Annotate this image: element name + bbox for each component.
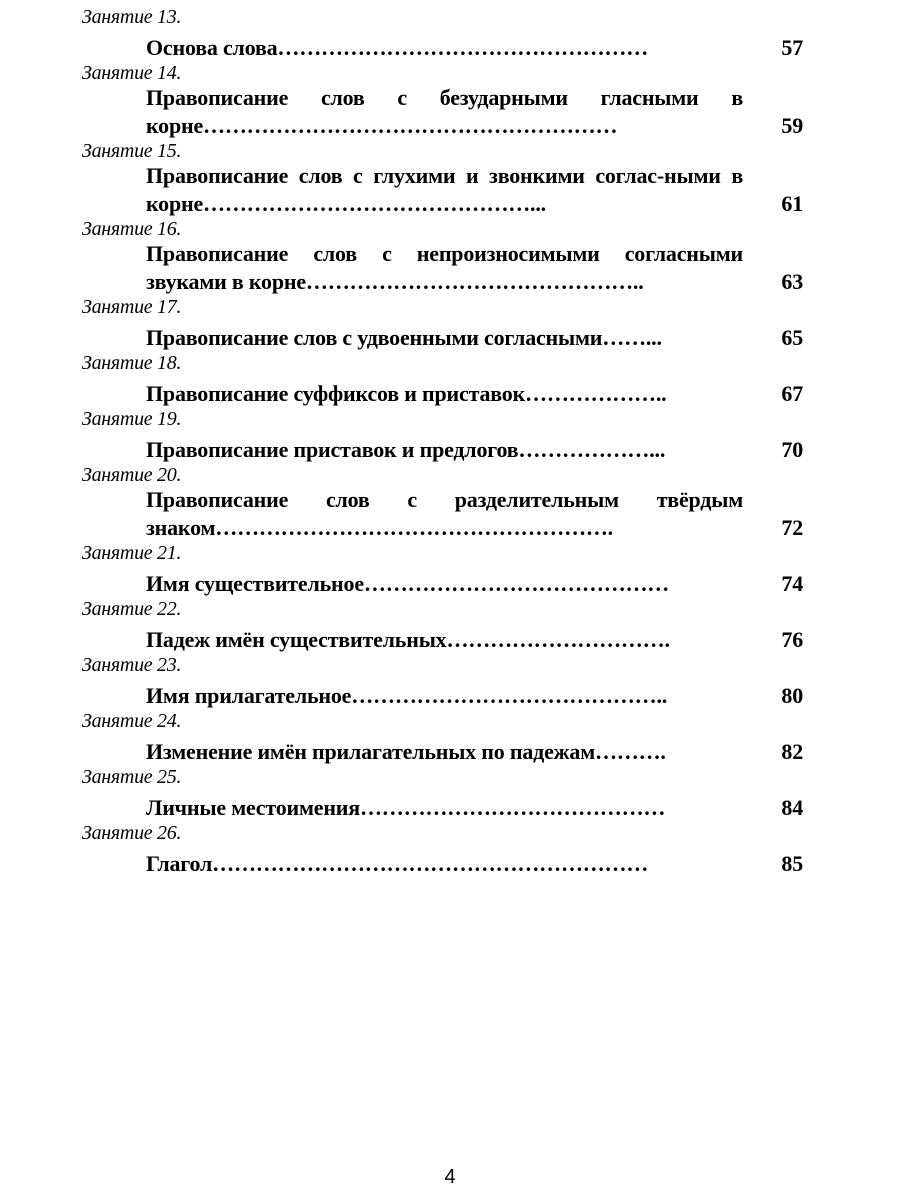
toc-entry-19 bbox=[82, 408, 822, 464]
toc-entry-14 bbox=[82, 62, 822, 140]
entry-page: 80 bbox=[781, 683, 803, 708]
toc-entry-13 bbox=[82, 6, 822, 62]
lesson-label: Занятие 14. bbox=[82, 62, 182, 84]
entry-page: 59 bbox=[781, 113, 803, 138]
entry-page: 70 bbox=[781, 437, 803, 462]
entry-page: 61 bbox=[781, 191, 803, 216]
lesson-label: Занятие 15. bbox=[82, 140, 182, 162]
table-of-contents bbox=[82, 6, 822, 878]
toc-entry-23 bbox=[82, 654, 822, 710]
lesson-label: Занятие 13. bbox=[82, 6, 182, 28]
lesson-label: Занятие 26. bbox=[82, 822, 182, 844]
page-number: 4 bbox=[444, 1166, 456, 1188]
entry-title: Правописание слов с безударными гласными в корне………………………………………………… bbox=[146, 85, 743, 138]
entry-title: Падеж имён существительных…………………………. bbox=[146, 627, 670, 652]
entry-page: 76 bbox=[781, 627, 803, 652]
lesson-label: Занятие 17. bbox=[82, 296, 182, 318]
entry-title: Правописание слов с разделительным твёрдым знаком………………………………………………. bbox=[146, 487, 743, 540]
toc-entry-16 bbox=[82, 218, 822, 296]
entry-title: Глагол…………………………………………………… bbox=[146, 851, 649, 876]
entry-page: 67 bbox=[781, 381, 803, 406]
entry-title: Правописание приставок и предлогов………………... bbox=[146, 437, 666, 462]
toc-entry-25 bbox=[82, 766, 822, 822]
lesson-label: Занятие 25. bbox=[82, 766, 182, 788]
toc-entry-24 bbox=[82, 710, 822, 766]
toc-entry-21 bbox=[82, 542, 822, 598]
entry-title: Правописание слов с глухими и звонкими соглас-ными в корне………………………………………... bbox=[146, 163, 743, 216]
lesson-label: Занятие 20. bbox=[82, 464, 182, 486]
entry-title: Имя прилагательное…………………………………….. bbox=[146, 683, 668, 708]
entry-page: 74 bbox=[781, 571, 803, 596]
entry-page: 72 bbox=[781, 515, 803, 540]
lesson-label: Занятие 18. bbox=[82, 352, 182, 374]
toc-entry-26 bbox=[82, 822, 822, 878]
toc-entry-15 bbox=[82, 140, 822, 218]
entry-page: 85 bbox=[781, 851, 803, 876]
lesson-label: Занятие 21. bbox=[82, 542, 182, 564]
toc-entry-17 bbox=[82, 296, 822, 352]
entry-page: 63 bbox=[781, 269, 803, 294]
entry-title: Правописание слов с удвоенными согласными……... bbox=[146, 325, 662, 350]
lesson-label: Занятие 22. bbox=[82, 598, 182, 620]
entry-title: Основа слова…………………………………………… bbox=[146, 35, 649, 60]
lesson-label: Занятие 16. bbox=[82, 218, 182, 240]
entry-page: 65 bbox=[781, 325, 803, 350]
toc-entry-20 bbox=[82, 464, 822, 542]
entry-page: 84 bbox=[781, 795, 803, 820]
entry-title: Личные местоимения…………………………………… bbox=[146, 795, 666, 820]
lesson-label: Занятие 23. bbox=[82, 654, 182, 676]
lesson-label: Занятие 24. bbox=[82, 710, 182, 732]
entry-title: Изменение имён прилагательных по падежам………. bbox=[146, 739, 666, 764]
entry-title: Имя существительное…………………………………… bbox=[146, 571, 670, 596]
lesson-label: Занятие 19. bbox=[82, 408, 182, 430]
entry-title: Правописание слов с непроизносимыми согласными звуками в корне……………………………………….. bbox=[146, 241, 743, 294]
toc-entry-18 bbox=[82, 352, 822, 408]
entry-page: 57 bbox=[781, 35, 803, 60]
toc-entry-22 bbox=[82, 598, 822, 654]
entry-page: 82 bbox=[781, 739, 803, 764]
entry-title: Правописание суффиксов и приставок……………….. bbox=[146, 381, 667, 406]
